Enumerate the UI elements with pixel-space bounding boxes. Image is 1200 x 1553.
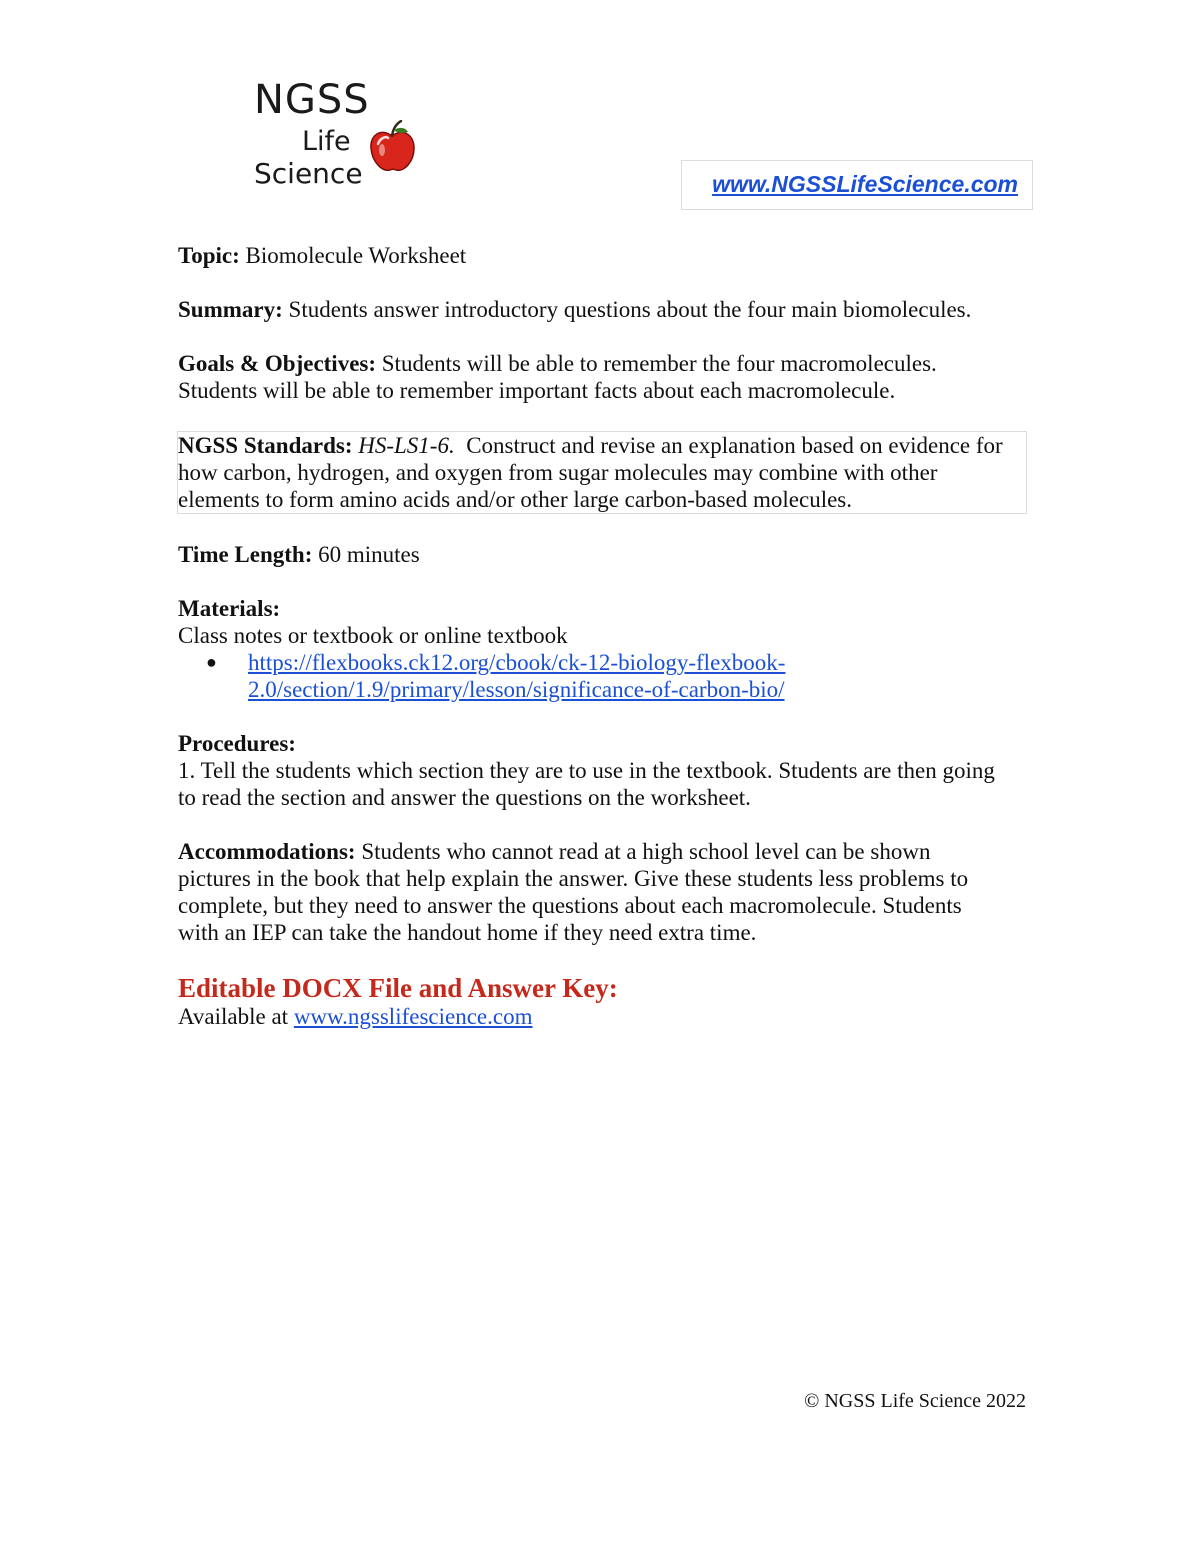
summary-section [178, 296, 1038, 323]
topic-text: Biomolecule Worksheet [245, 243, 467, 268]
topic-label: Topic: [178, 243, 240, 268]
procedures-line-2: to read the section and answer the questions on the worksheet. [178, 785, 751, 810]
copyright-footer: © NGSS Life Science 2022 [804, 1390, 1026, 1412]
apple-icon [368, 120, 416, 174]
summary-text: Students answer introductory questions about the four main biomolecules. [288, 297, 972, 322]
accommodations-line-3: complete, but they need to answer the questions about each macromolecule. Students [178, 893, 962, 918]
availability-prefix: Available at [178, 1004, 289, 1029]
standards-line-1: Construct and revise an explanation based on evidence for [466, 433, 1003, 458]
goals-line-2: Students will be able to remember important facts about each macromolecule. [178, 378, 896, 403]
accommodations-label: Accommodations: [178, 839, 356, 864]
ck12-link-line-2: 2.0/section/1.9/primary/lesson/significance-of-carbon-bio/ [248, 677, 785, 702]
materials-intro: Class notes or textbook or online textbook [178, 623, 568, 648]
standards-line-3: elements to form amino acids and/or other large carbon-based molecules. [178, 487, 853, 512]
goals-section [178, 350, 1038, 404]
procedures-section [178, 730, 1038, 811]
accommodations-line-4: with an IEP can take the handout home if they need extra time. [178, 920, 757, 945]
logo-life-text: Life [302, 126, 351, 157]
goals-label: Goals & Objectives: [178, 351, 377, 376]
ngss-site-link[interactable]: www.ngsslifescience.com [293, 1004, 533, 1029]
ck12-textbook-link[interactable] [248, 649, 785, 703]
bullet-icon: ● [206, 652, 217, 672]
standards-line-2: how carbon, hydrogen, and oxygen from sugar molecules may combine with other [178, 460, 938, 485]
editable-section [178, 973, 1038, 1030]
website-url-box [681, 160, 1033, 210]
ck12-link-line-1: https://flexbooks.ck12.org/cbook/ck-12-biology-flexbook- [248, 650, 786, 675]
procedures-line-1: 1. Tell the students which section they are to use in the textbook. Students are then going [178, 758, 995, 783]
accommodations-line-2: pictures in the book that help explain the answer. Give these students less problems to [178, 866, 969, 891]
standards-section [177, 431, 1027, 514]
availability-line [178, 1003, 1038, 1030]
materials-section [178, 595, 1038, 703]
procedures-label: Procedures: [178, 731, 296, 756]
logo-science-text: Science [254, 157, 363, 190]
accommodations-section [178, 838, 1038, 946]
website-link[interactable]: www.NGSSLifeScience.com [712, 171, 1018, 197]
materials-list-item [206, 649, 1038, 703]
standards-label: NGSS Standards: [178, 433, 353, 458]
logo-ngss-text: NGSS [254, 77, 370, 123]
time-length-label: Time Length: [178, 542, 313, 567]
accommodations-line-1: Students who cannot read at a high school level can be shown [361, 839, 931, 864]
standards-code: HS-LS1-6. [358, 433, 455, 458]
time-length-text: 60 minutes [318, 542, 420, 567]
materials-label: Materials: [178, 596, 281, 621]
summary-label: Summary: [178, 297, 283, 322]
goals-line-1: Students will be able to remember the four macromolecules. [381, 351, 937, 376]
lesson-content [178, 242, 1038, 1030]
editable-heading: Editable DOCX File and Answer Key: [178, 973, 618, 1003]
ngss-logo [250, 72, 420, 202]
topic-section [178, 242, 1038, 269]
time-length-section [178, 541, 1038, 568]
